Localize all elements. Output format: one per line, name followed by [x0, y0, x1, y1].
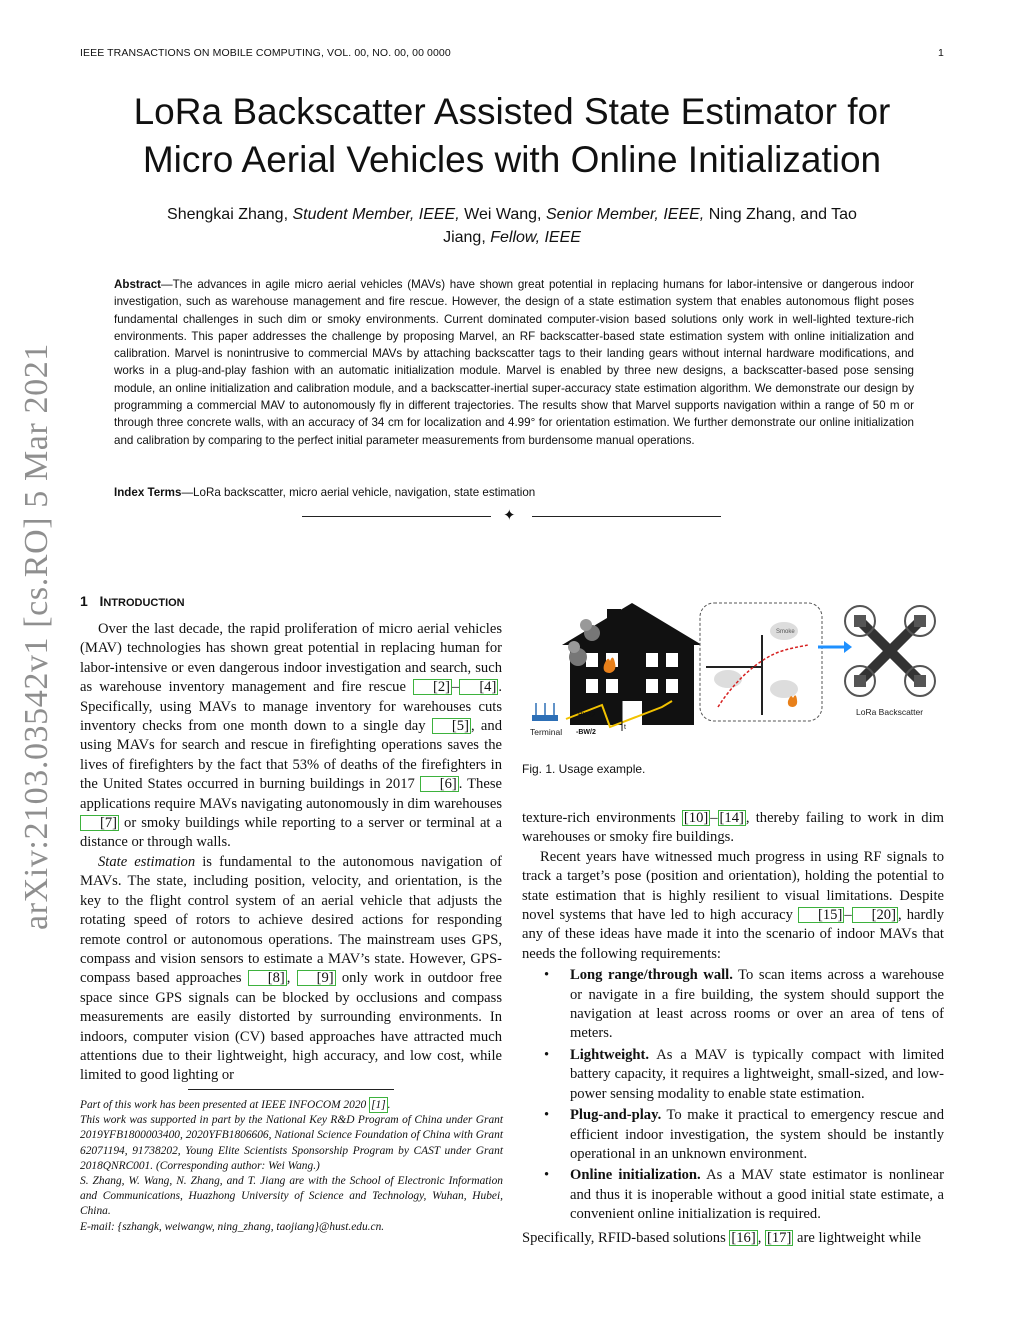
running-head: IEEE TRANSACTIONS ON MOBILE COMPUTING, VOL. 00, NO. 00, 00 0000 [80, 47, 451, 59]
separator-ornament: ✦ [503, 507, 516, 524]
section-number: 1 [80, 593, 88, 609]
abstract [114, 276, 914, 449]
text-run: – [452, 679, 460, 696]
text-run: Part of this work has been presented at IEEE INFOCOM 2020 [80, 1099, 370, 1111]
text-run: Over the last decade, the rapid proliferation of micro aerial vehicles (MAV) technologies has shown great potential in replacing human for labor-intensive or even dangerous indoor investigation and search, such as warehouse inventory management and fire rescue [80, 621, 502, 696]
text-run: Recent years have witnessed much progress in using RF signals to track a target’s pose (position and orientation), holding the potential to state estimation that is highly resilient to visual limitations. Despite novel systems that have led to high accuracy [522, 848, 944, 924]
text-run: , hardly any of these ideas have made it into the scenario of indoor MAVs that needs the following requirements: [522, 907, 944, 962]
requirement-text: As a MAV is typically compact with limited battery capacity, it requires a lightweight, small-sized, and low-power sensing modality to enable state estimation. [570, 1046, 944, 1102]
citation-link[interactable]: [15] [798, 907, 844, 923]
requirement-title: Lightweight. [570, 1046, 650, 1063]
text-run: only work in outdoor free space since GPS signals can be blocked by occlusions and compass measurements are easily distorted by surrounding environments. In indoors, computer vision (CV) based approaches have attracted much attentions due to their lightweight, high accuracy, and low cost, while limited to good lighting or [80, 970, 503, 1084]
label-time: t [624, 724, 626, 731]
separator-line-left [302, 516, 491, 517]
text-run: – [844, 907, 852, 924]
section-heading [80, 593, 185, 609]
section-title-initial: I [99, 593, 104, 609]
citation-link[interactable]: [1] [371, 1099, 386, 1111]
citation-link[interactable]: [6] [420, 776, 459, 792]
intro-paragraph-3 [522, 809, 944, 848]
text-run: or smoky buildings while reporting to a server or terminal at a distance or through walls. [80, 815, 502, 851]
citation-link[interactable]: [10] [683, 810, 709, 826]
citation-link[interactable]: [2] [413, 679, 452, 695]
usage-example-figure [522, 595, 944, 745]
footnotes [80, 1097, 503, 1235]
author-1: Shengkai Zhang, [167, 206, 289, 223]
citation-link[interactable]: [7] [80, 815, 119, 831]
index-terms-label: Index Terms [114, 486, 182, 499]
citation-link[interactable]: [14] [719, 810, 744, 826]
author-4-role: Fellow, IEEE [490, 229, 581, 246]
left-column [80, 620, 502, 1086]
intro-paragraph-5 [522, 1229, 944, 1248]
text-run: Specifically, RFID-based solutions [522, 1229, 730, 1246]
author-2: Wei Wang, [464, 206, 542, 223]
index-terms [114, 484, 914, 501]
intro-paragraph-2 [80, 853, 502, 1086]
list-item [522, 966, 944, 1044]
right-column [522, 809, 944, 1248]
drone-illustration [845, 606, 935, 696]
citation-link[interactable]: [20] [852, 907, 898, 923]
label-terminal: Terminal [530, 727, 563, 737]
footnote-affiliation: S. Zhang, W. Wang, N. Zhang, and T. Jiang are with the School of Electronic Information and Communications, Huazhong University of Science and Technology, Wuhan, Hubei, China. [80, 1175, 503, 1218]
requirement-text: To scan items across a warehouse or navigate in a fire building, the system should support the navigation at least across rooms or over an area of tens of meters. [570, 967, 944, 1042]
index-terms-text: —LoRa backscatter, micro aerial vehicle, navigation, state estimation [181, 486, 536, 499]
text-run: , [757, 1229, 766, 1246]
requirement-text: To make it practical to emergency rescue and efficient indoor investigation, the system should be instantly operational in an unknown environment. [570, 1107, 944, 1162]
label-smoke: Smoke [776, 629, 795, 635]
intro-paragraph-4 [522, 848, 944, 964]
author-list [120, 203, 904, 249]
terminal-router-icon [532, 703, 558, 721]
title-line-2: Micro Aerial Vehicles with Online Initialization [142, 139, 882, 180]
paper-title [0, 88, 1024, 184]
citation-link[interactable]: [4] [459, 679, 498, 695]
footnote-email: E-mail: {szhangk, weiwangw, ning_zhang, taojiang}@hust.edu.cn. [80, 1220, 385, 1233]
list-item [522, 1046, 944, 1104]
author-2-role: Senior Member, IEEE, [545, 206, 705, 223]
abstract-label: Abstract [114, 278, 162, 291]
page-number: 1 [938, 47, 944, 59]
intro-paragraph-1 [80, 620, 502, 853]
text-run: texture-rich environments [522, 810, 682, 826]
arxiv-stamp: arXiv:2103.03542v1 [cs.RO] 5 Mar 2021 [18, 343, 55, 930]
section-title-rest: NTRODUCTION [103, 597, 185, 609]
footnote-rule [188, 1089, 394, 1090]
text-run: – [710, 810, 718, 826]
author-1-role: Student Member, IEEE, [292, 206, 460, 223]
citation-link[interactable]: [9] [297, 970, 336, 986]
author-4: Jiang, [443, 229, 486, 246]
footnote-funding: This work was supported in part by the National Key R&D Program of China under Grant 2019YFB1800003400, 2020YFB1806606, National Science Foundation of China with Grant 62071194, 91738202, Young Elite Scientists Sponsorship Program by CAST under Grant 2018QNRC001. (Corresponding author: Wei Wang.) [80, 1114, 503, 1172]
citation-link[interactable]: [17] [767, 1229, 792, 1246]
citation-link[interactable]: [5] [432, 718, 471, 734]
label-bw-negative: -BW/2 [576, 729, 596, 736]
requirement-title: Online initialization. [570, 1167, 701, 1184]
text-run: , [286, 970, 297, 987]
text-run: . These applications require MAVs navigating autonomously in dim warehouses [80, 776, 502, 812]
title-line-1: LoRa Backscatter Assisted State Estimator for [133, 91, 891, 132]
emphasis: State estimation [98, 853, 196, 870]
citation-link[interactable]: [8] [248, 970, 287, 986]
abstract-text: —The advances in agile micro aerial vehicles (MAVs) have shown great potential in replacing humans for labor-intensive or dangerous indoor investigation, such as warehouse management and fire rescue. However, the design of a state estimation system that enables autonomous flight poses fundamental challenges in such dim or smoky environments. Current dominated computer-vision based solutions only work in well-lighted texture-rich environments. This paper addresses the challenge by proposing Marvel, an RF backscatter-based state estimation system with online initialization and calibration. Marvel is nonintrusive to commercial MAVs by attaching backscatter tags to their landing gears without internal hardware modifications, and works in a plug-and-play fashion with an automatic initialization module. Marvel is enabled by three new designs, a backscatter-based pose sensing module, an online initialization and calibration module, and a backscatter-inertial super-accuracy state estimation algorithm. We demonstrate our design by programming a commercial MAV to autonomously fly in different trajectories. The results show that Marvel supports navigation within a range of 50 m or through three concrete walls, with an accuracy of 34 cm for localization and 4.99° for orientation estimation. We further demonstrate our online initialization and calibration by comparing to the perfect initial parameter measurements from burdensome manual operations. [114, 278, 914, 447]
requirement-title: Long range/through wall. [570, 967, 733, 984]
citation-link[interactable]: [16] [731, 1229, 756, 1246]
text-run: are lightweight while [793, 1229, 922, 1246]
list-item [522, 1106, 944, 1164]
text-run: , thereby failing to work in dim warehouses or smoky fire buildings. [522, 810, 944, 846]
text-run: . [387, 1099, 391, 1111]
text-run: . Specifically, using MAVs to manage inventory for warehouses cuts inventory checks from one month down to a single day [80, 679, 502, 735]
building-illustration [562, 603, 702, 725]
figure-caption: Fig. 1. Usage example. [522, 762, 646, 776]
author-3: Ning Zhang, and Tao [708, 206, 857, 223]
requirements-list [522, 966, 944, 1224]
floor-plan-inset [700, 603, 822, 721]
requirement-title: Plug-and-play. [570, 1107, 662, 1124]
list-item [522, 1166, 944, 1224]
zoom-arrowhead [844, 641, 852, 653]
label-lora-backscatter: LoRa Backscatter [856, 707, 924, 717]
separator-line-right [532, 516, 721, 517]
text-run: , and using MAVs for search and rescue in firefighting operations saves the lives of firefighters by the fact that 53% of deaths of the firefighters in the United States occurred in burning buildings in 2017 [80, 718, 503, 793]
requirement-text: As a MAV state estimator is nonlinear and thus it is inoperable without a good initial state estimate, a convenient online initialization is required. [570, 1167, 944, 1223]
label-bw-positive: BW/2 [578, 712, 596, 719]
footnote-infocom [80, 1097, 503, 1113]
text-run: is fundamental to the autonomous navigation of MAVs. The state, including position, velocity, and orientation, is the key to the flight control system of an aerial vehicle that adjusts the rotating speed of rotors to achieve desired actions for responding remote control or autonomous operations. The mainstream uses GPS, compass and vision sensors to estimate a MAV’s state. However, GPS-compass based approaches [80, 853, 502, 987]
